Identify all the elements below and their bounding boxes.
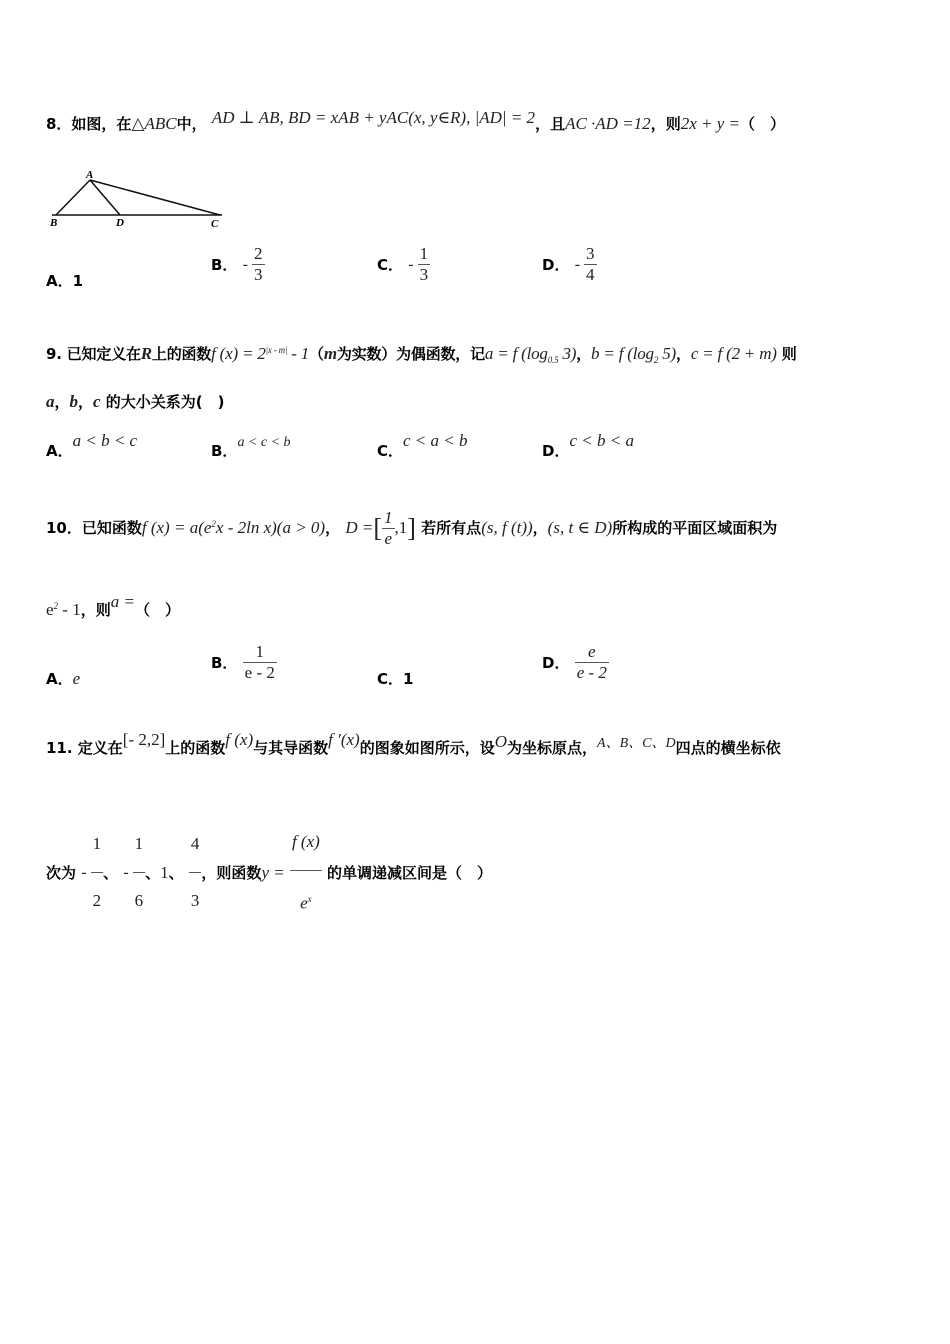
numerator: 4 [190,834,200,854]
q9-minus: - 1 [287,344,310,363]
q9-c-def: c = f (2 + m) [690,344,777,363]
q8-option-b[interactable] [211,244,265,285]
q10-point: (s, f (t)) [481,518,533,537]
q9-a-def: a = f (log [484,344,548,363]
q9-text: 上的函数 [151,345,212,363]
q9-var-b: b [69,392,79,411]
q10-area-exponent: 2 [53,601,59,611]
q9-exponent: |x - m| [265,345,288,355]
option-value: c < b < a [569,431,634,450]
option-fraction [575,642,609,683]
denominator-base: e [300,893,308,913]
label-a: A [86,169,94,181]
q9-comma: ， [676,345,691,363]
option-key: D． [542,256,570,274]
q11-text: 四点的横坐标依 [675,739,781,757]
q11-value-2 [133,816,146,929]
q10-prefix: 10．已知函数 [46,519,142,537]
q9-option-d[interactable] [542,430,634,460]
q9-m: m [323,344,337,363]
label-c: C [211,218,219,230]
denominator: 6 [133,872,146,929]
q11-separator: 、 [168,863,184,882]
q10-text: ，则 [80,601,111,619]
q8-dot-product: AC ·AD =12 [565,114,651,133]
q9-a-arg: 3) [558,344,577,363]
option-key: B． [211,654,238,672]
q9-comma: ， [54,393,70,411]
label-b: B [50,217,58,229]
q10-option-b[interactable] [211,642,277,683]
q11-sign: - [81,863,87,881]
question-9-stem-line2 [46,392,225,412]
denominator: e [382,528,395,549]
segment-ab [56,180,90,215]
question-9-stem [46,340,797,370]
q11-y-fraction [290,814,322,932]
q10-exponent: 2 [211,519,216,529]
q10-domain-fraction [382,508,395,549]
question-8-stem [46,108,786,134]
segment-ad [90,180,120,215]
q10-comma: ， [532,519,548,537]
q10-text: 若所有点 [421,519,482,537]
denominator: 3 [189,872,202,929]
q11-text: 的单调递减区间是（ ） [321,863,493,882]
option-sign: - [242,255,248,273]
numerator: 3 [586,244,595,263]
question-11-stem-line2 [46,814,492,932]
q10-area-base: e [46,600,54,619]
q9-text: 为实数）为偶函数，记 [336,345,485,363]
q9-var-c: c [93,392,101,411]
q8-and: ，且 [535,115,566,133]
question-10-stem: 10．已知函数f $(x) = a(e^2x - 2\ln$ x)(a > 0)， D =[ $\frac{1}{e}$ ,1] 若所有点(s, f (t))，(s, t ∈ D)所构成的平面区域面积为 [46,508,778,548]
q11-y: y = [261,862,285,882]
q11-points: A、B、C、D [597,736,676,751]
q8-option-c[interactable] [377,244,430,285]
option-key: A． [46,272,73,290]
option-value: 1 [72,272,84,290]
numerator: 1 [255,642,265,661]
option-fraction [252,244,265,285]
numerator: f (x) [291,832,320,851]
q8-paren: （ ） [740,115,786,133]
option-key: C． [377,670,404,688]
q10-domain-end: ,1 [394,518,408,537]
option-key: B． [211,442,238,460]
q11-interval: [- 2,2] [122,730,166,749]
q11-value-4 [189,816,202,929]
q9-b-def: b = f (log [591,344,654,363]
q11-text: 次为 [46,863,77,882]
q9-option-a[interactable] [46,430,138,460]
q10-area-rest: - 1 [58,600,81,619]
q10-option-a[interactable] [46,668,80,689]
numerator: 1 [419,244,429,263]
denominator: e - 2 [244,663,275,682]
q9-text: 的大小关系为( ) [100,393,225,411]
q9-text: （ [309,345,324,363]
q9-option-c[interactable] [377,430,468,460]
option-key: B． [211,256,238,274]
denominator-exponent: x [307,894,312,904]
q10-paren: （ ） [134,601,180,619]
q11-separator: 、 [103,863,119,882]
q9-b-base: 2 [653,355,659,365]
denominator: e - 2 [576,663,607,682]
q8-triangle-figure [46,166,236,232]
q9-comma: ， [78,393,94,411]
q9-text: 则 [776,345,797,363]
q10-comma: ， [325,519,341,537]
option-sign: - [574,255,581,273]
q11-text: 上的函数 [165,739,226,757]
numerator: 1 [384,508,393,527]
q11-separator: 、 [145,863,161,882]
q8-prefix: 8．如图，在 [46,115,132,133]
numerator: e [588,642,596,661]
denominator: 4 [586,265,595,284]
option-key: D． [542,654,570,672]
q9-a-base: 0.5 [547,355,559,365]
denominator: 2 [91,872,104,929]
numerator: 1 [134,834,144,854]
numerator: 2 [254,244,263,263]
option-value: a < c < b [237,435,291,450]
q11-text: 为坐标原点， [507,739,598,757]
q11-derivative: f ′(x) [328,730,360,749]
q11-text: 的图象如图所示，设 [359,739,495,757]
q10-function: f (x) = a(e [141,518,212,537]
q8-option-d[interactable] [542,244,597,285]
q8-condition: AD ⊥ AB, BD = xAB + yAC(x, y∈R), |AD| = 2 [211,108,536,127]
q8-mid: 中， [176,115,207,133]
q11-text: ，则函数 [201,863,262,882]
option-key: C． [377,256,404,274]
q10-text: 所构成的平面区域面积为 [612,519,778,537]
question-11-stem [46,730,781,760]
label-d: D [116,217,124,229]
q9-var-a: a [46,392,55,411]
q10-domain-label: D = [345,518,374,537]
q10-option-c[interactable] [377,668,413,689]
q8-triangle: △ABC [131,114,177,133]
q10-ask: a = [110,592,135,611]
q11-prefix: 11. 定义在 [46,739,123,757]
q9-comma: ， [576,345,592,363]
q9-prefix: 9. 已知定义在 [46,345,141,363]
q11-value-3: 1 [160,862,169,882]
option-value: a < b < c [72,431,138,450]
q11-text: 与其导函数 [253,739,329,757]
denominator [290,870,322,932]
segment-ac [90,180,220,215]
q10-function-rest: x - 2ln x)(a > 0) [215,518,326,537]
numerator: 1 [92,834,102,854]
option-fraction [243,642,277,683]
q10-option-d[interactable] [542,642,609,683]
q9-option-b[interactable] [211,430,291,460]
option-fraction [584,244,597,285]
q10-condition: (s, t ∈ D) [547,518,613,537]
option-sign: - [408,255,414,273]
q8-then: ，则 [650,115,681,133]
q11-function: f (x) [225,730,254,749]
option-value: e [72,669,81,688]
q11-origin: O [494,732,508,751]
denominator: 3 [419,265,429,284]
q8-target: 2x + y = [680,114,740,133]
option-key: D． [542,442,570,460]
q8-option-a[interactable] [46,270,83,291]
q9-b-arg: 5) [658,344,676,363]
option-value: 1 [403,670,414,688]
question-10-stem-line2 [46,592,180,620]
q11-value-1 [91,816,104,929]
option-value: c < a < b [403,431,468,450]
option-key: A． [46,670,73,688]
denominator: 3 [254,265,263,284]
option-key: C． [377,442,404,460]
q11-sign: - [123,863,129,881]
q9-function: f (x) = 2 [211,344,266,363]
option-fraction [418,244,431,285]
option-key: A． [46,442,73,460]
q9-r: R [140,344,152,363]
